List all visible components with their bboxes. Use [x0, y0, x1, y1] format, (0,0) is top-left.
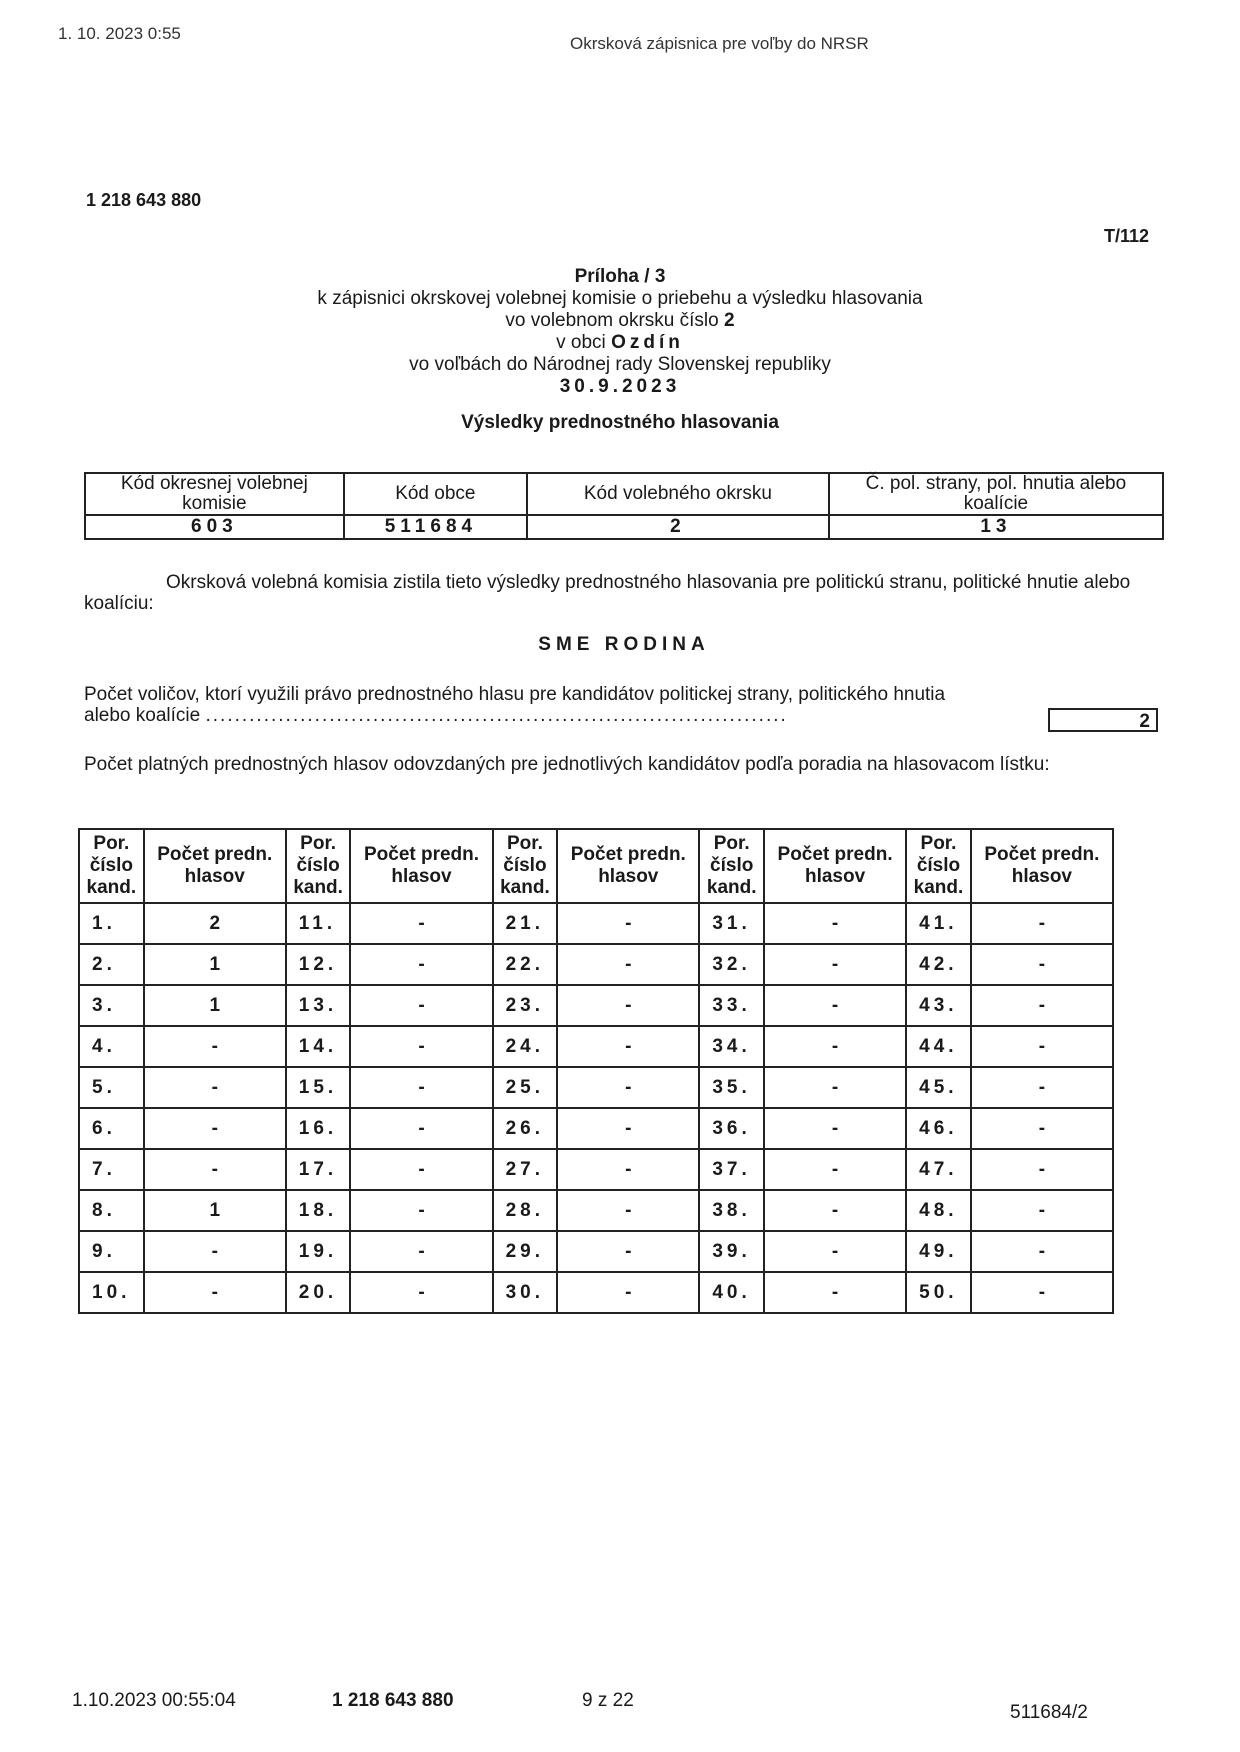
- candidate-number: 6.: [79, 1108, 144, 1149]
- candidate-number: 23.: [493, 985, 558, 1026]
- preferential-votes: -: [971, 985, 1113, 1026]
- preferential-votes: -: [971, 1108, 1113, 1149]
- candidate-number: 40.: [699, 1272, 764, 1313]
- preferential-votes: -: [557, 1231, 699, 1272]
- candidate-number: 17.: [286, 1149, 351, 1190]
- header-preferential-votes: Počet predn. hlasov: [971, 829, 1113, 903]
- candidate-number: 28.: [493, 1190, 558, 1231]
- preferential-votes: -: [350, 903, 492, 944]
- form-code: T/112: [1104, 226, 1150, 246]
- candidate-number: 9.: [79, 1231, 144, 1272]
- candidate-number: 1.: [79, 903, 144, 944]
- preferential-votes: -: [971, 1067, 1113, 1108]
- footer-timestamp: 1.10.2023 00:55:04: [72, 1690, 236, 1711]
- candidate-number: 8.: [79, 1190, 144, 1231]
- candidate-number: 12.: [286, 944, 351, 985]
- municipality-name: Ozdín: [611, 332, 684, 353]
- header-preferential-votes: Počet predn. hlasov: [144, 829, 286, 903]
- table-row: [79, 903, 1113, 944]
- preferential-votes: -: [144, 1149, 286, 1190]
- candidate-number: 41.: [906, 903, 971, 944]
- municipality-line: v obci Ozdín: [556, 332, 684, 353]
- voters-label-line1: Počet voličov, ktorí využili právo prednostného hlasu pre kandidátov politickej strany, politického hnutia: [84, 684, 946, 705]
- table-row: [79, 1149, 1113, 1190]
- candidate-number: 49.: [906, 1231, 971, 1272]
- preferential-votes: -: [557, 903, 699, 944]
- candidate-number: 47.: [906, 1149, 971, 1190]
- annex-title: Príloha / 3: [574, 266, 666, 287]
- header-preferential-votes: Počet predn. hlasov: [557, 829, 699, 903]
- preferential-votes: -: [971, 903, 1113, 944]
- candidate-number: 21.: [493, 903, 558, 944]
- preferential-votes: -: [144, 1067, 286, 1108]
- title-block: [250, 266, 990, 434]
- preferential-votes: -: [557, 1149, 699, 1190]
- preferential-votes: -: [144, 1231, 286, 1272]
- codes-table: [84, 472, 1164, 540]
- candidate-number: 35.: [699, 1067, 764, 1108]
- footer-document-number: 1 218 643 880: [332, 1690, 454, 1711]
- preferential-votes: -: [557, 1026, 699, 1067]
- preferential-votes: -: [971, 944, 1113, 985]
- print-timestamp: 1. 10. 2023 0:55: [58, 24, 181, 43]
- candidate-number: 30.: [493, 1272, 558, 1313]
- district-number: 2: [724, 310, 735, 331]
- preferential-votes: 1: [144, 985, 286, 1026]
- candidate-number: 20.: [286, 1272, 351, 1313]
- election-line: vo voľbách do Národnej rady Slovenskej republiky: [409, 354, 831, 375]
- preferential-votes: -: [764, 1190, 906, 1231]
- header-candidate-number: Por. číslo kand.: [493, 829, 558, 903]
- voters-dots: ................................................................................: [205, 705, 788, 726]
- candidate-number: 33.: [699, 985, 764, 1026]
- preferential-votes: -: [557, 1272, 699, 1313]
- table-row: [79, 985, 1113, 1026]
- candidate-number: 48.: [906, 1190, 971, 1231]
- preferential-votes: -: [764, 944, 906, 985]
- header-precinct-code: Kód volebného okrsku: [527, 473, 829, 515]
- table-row: [79, 1272, 1113, 1313]
- header-municipality-code: Kód obce: [344, 473, 527, 515]
- preferential-votes: -: [557, 944, 699, 985]
- preferential-votes: -: [350, 1149, 492, 1190]
- preferential-votes: -: [971, 1272, 1113, 1313]
- votes-intro: Počet platných prednostných hlasov odovzdaných pre jednotlivých kandidátov podľa poradia na hlasovacom lístku:: [84, 754, 1050, 775]
- candidate-number: 31.: [699, 903, 764, 944]
- voters-label-line2: alebo koalície ................................................................................: [84, 705, 788, 726]
- preferential-votes: -: [764, 1026, 906, 1067]
- header-candidate-number: Por. číslo kand.: [79, 829, 144, 903]
- header-preferential-votes: Počet predn. hlasov: [350, 829, 492, 903]
- candidate-number: 19.: [286, 1231, 351, 1272]
- preferential-votes: -: [764, 903, 906, 944]
- candidate-number: 18.: [286, 1190, 351, 1231]
- preferential-votes: -: [350, 944, 492, 985]
- header-party-number: Č. pol. strany, pol. hnutia alebo koalície: [829, 473, 1163, 515]
- table-row: [79, 1231, 1113, 1272]
- document-number: 1 218 643 880: [86, 190, 202, 210]
- district-line: vo volebnom okrsku číslo 2: [505, 310, 735, 331]
- preferential-votes: -: [971, 1190, 1113, 1231]
- candidate-number: 46.: [906, 1108, 971, 1149]
- table-row: [79, 1190, 1113, 1231]
- header-preferential-votes: Počet predn. hlasov: [764, 829, 906, 903]
- candidate-number: 10.: [79, 1272, 144, 1313]
- intro-text: Okrsková volebná komisia zistila tieto výsledky prednostného hlasovania pre politickú stranu, politické hnutie alebo koalíciu:: [84, 572, 1131, 614]
- candidate-number: 4.: [79, 1026, 144, 1067]
- candidate-number: 34.: [699, 1026, 764, 1067]
- candidate-number: 36.: [699, 1108, 764, 1149]
- candidate-number: 14.: [286, 1026, 351, 1067]
- preferential-votes: -: [350, 1026, 492, 1067]
- election-date: 30.9.2023: [559, 376, 681, 397]
- candidate-number: 13.: [286, 985, 351, 1026]
- footer-page: 9 z 22: [582, 1690, 634, 1711]
- header-candidate-number: Por. číslo kand.: [906, 829, 971, 903]
- candidate-number: 43.: [906, 985, 971, 1026]
- preferential-votes: -: [764, 1108, 906, 1149]
- preferential-votes: -: [350, 1190, 492, 1231]
- candidate-number: 44.: [906, 1026, 971, 1067]
- candidate-number: 16.: [286, 1108, 351, 1149]
- preferential-votes: -: [764, 1231, 906, 1272]
- document-title: Okrsková zápisnica pre voľby do NRSR: [570, 34, 869, 53]
- voters-label: [84, 684, 1164, 726]
- candidate-number: 37.: [699, 1149, 764, 1190]
- preferential-votes: -: [144, 1108, 286, 1149]
- header-candidate-number: Por. číslo kand.: [286, 829, 351, 903]
- candidate-number: 15.: [286, 1067, 351, 1108]
- preferential-votes: -: [557, 985, 699, 1026]
- party-name: SME RODINA: [538, 634, 710, 655]
- header-district-commission-code: Kód okresnej volebnej komisie: [85, 473, 344, 515]
- preferential-votes: -: [350, 1231, 492, 1272]
- preferential-votes: -: [350, 1108, 492, 1149]
- precinct-code: 2: [527, 515, 829, 539]
- annex-subtitle: k zápisnici okrskovej volebnej komisie o priebehu a výsledku hlasovania: [317, 288, 923, 309]
- votes-table: [78, 828, 1114, 1314]
- candidate-number: 26.: [493, 1108, 558, 1149]
- preferential-votes: -: [764, 1067, 906, 1108]
- candidate-number: 11.: [286, 903, 351, 944]
- preferential-votes: -: [764, 1272, 906, 1313]
- preferential-votes: -: [557, 1190, 699, 1231]
- header-candidate-number: Por. číslo kand.: [699, 829, 764, 903]
- preferential-votes: 2: [144, 903, 286, 944]
- candidate-number: 7.: [79, 1149, 144, 1190]
- candidate-number: 45.: [906, 1067, 971, 1108]
- candidate-number: 38.: [699, 1190, 764, 1231]
- preferential-votes: -: [971, 1149, 1113, 1190]
- preferential-votes: -: [557, 1067, 699, 1108]
- candidate-number: 27.: [493, 1149, 558, 1190]
- voters-count: 2: [1048, 708, 1158, 732]
- candidate-number: 42.: [906, 944, 971, 985]
- candidate-number: 2.: [79, 944, 144, 985]
- table-row: [79, 1108, 1113, 1149]
- preferential-votes: 1: [144, 944, 286, 985]
- results-heading: Výsledky prednostného hlasovania: [461, 412, 779, 433]
- preferential-votes: -: [144, 1026, 286, 1067]
- candidate-number: 22.: [493, 944, 558, 985]
- preferential-votes: -: [350, 985, 492, 1026]
- preferential-votes: -: [764, 1149, 906, 1190]
- preferential-votes: -: [971, 1231, 1113, 1272]
- table-row: [79, 1067, 1113, 1108]
- preferential-votes: -: [350, 1272, 492, 1313]
- candidate-number: 29.: [493, 1231, 558, 1272]
- candidate-number: 24.: [493, 1026, 558, 1067]
- table-row: [79, 1026, 1113, 1067]
- municipality-code: 511684: [344, 515, 527, 539]
- party-number: 13: [829, 515, 1163, 539]
- candidate-number: 32.: [699, 944, 764, 985]
- candidate-number: 50.: [906, 1272, 971, 1313]
- preferential-votes: -: [971, 1026, 1113, 1067]
- candidate-number: 5.: [79, 1067, 144, 1108]
- candidate-number: 25.: [493, 1067, 558, 1108]
- preferential-votes: 1: [144, 1190, 286, 1231]
- preferential-votes: -: [350, 1067, 492, 1108]
- candidate-number: 3.: [79, 985, 144, 1026]
- candidate-number: 39.: [699, 1231, 764, 1272]
- district-commission-code: 603: [85, 515, 344, 539]
- preferential-votes: -: [557, 1108, 699, 1149]
- preferential-votes: -: [764, 985, 906, 1026]
- footer-reference: 511684/2: [1010, 1702, 1088, 1723]
- preferential-votes: -: [144, 1272, 286, 1313]
- table-row: [79, 944, 1113, 985]
